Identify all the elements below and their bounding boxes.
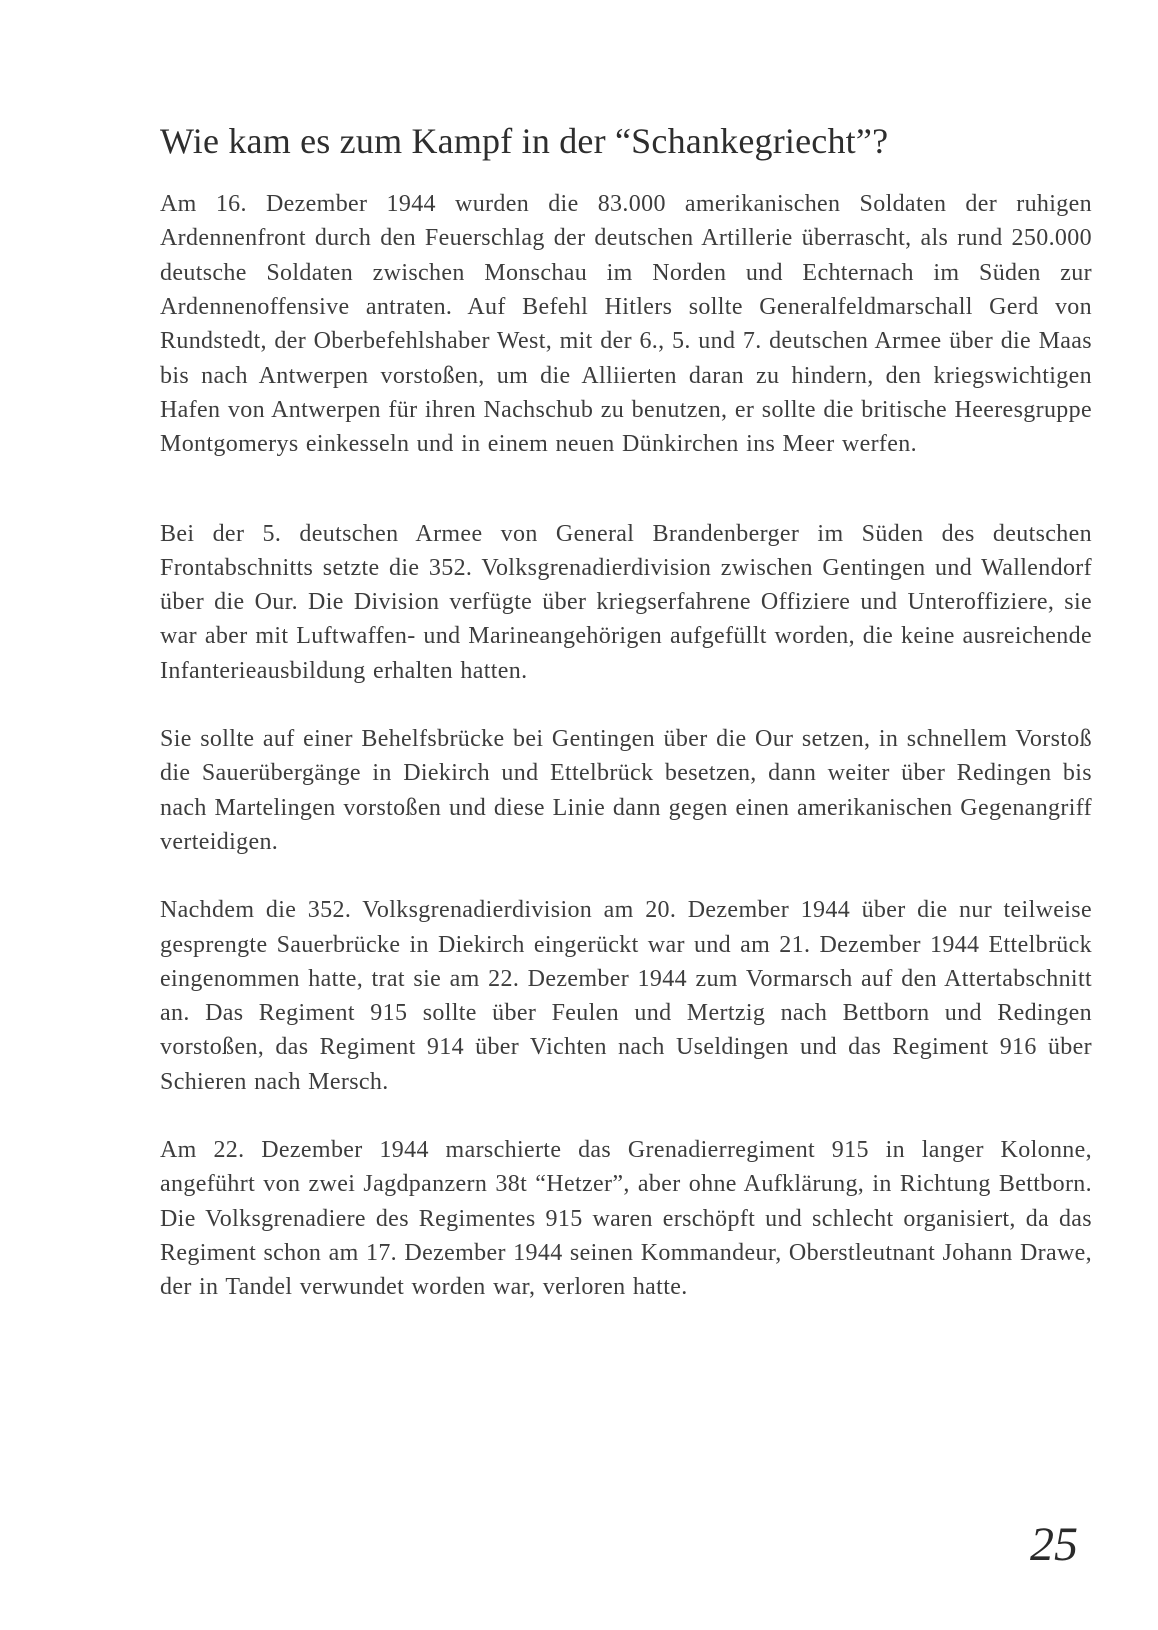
page-body [160, 120, 1092, 1305]
paragraph-4: Nachdem die 352. Volksgrenadierdivision am 20. Dezember 1944 über die nur teilweise gesprengte Sauerbrücke in Diekirch eingerückt war und am 21. Dezember 1944 Ettelbrück eingenommen hatte, trat sie am 22. Dezember 1944 zum Vormarsch auf den Attertabschnitt an. Das Regiment 915 sollte über Feulen und Mertzig nach Bettborn und Redingen vorstoßen, das Regiment 914 über Vichten nach Useldingen und das Regiment 916 über Schieren nach Mersch. [160, 897, 1092, 1095]
paragraph-1: Am 16. Dezember 1944 wurden die 83.000 amerikanischen Soldaten der ruhigen Ardennenfront durch den Feuerschlag der deutschen Artillerie überrascht, als rund 250.000 deutsche Soldaten zwischen Monschau im Norden und Echternach im Süden zur Ardennenoffensive antraten. Auf Befehl Hitlers sollte Generalfeldmarschall Gerd von Rundstedt, der Oberbefehlshaber West, mit der 6., 5. und 7. deutschen Armee über die Maas bis nach Antwerpen vorstoßen, um die Alliierten daran zu hindern, den kriegswichtigen Hafen von Antwerpen für ihren Nachschub zu benutzen, er sollte die britische Heeresgruppe Montgomerys einkesseln und in einem neuen Dünkirchen ins Meer werfen. [160, 191, 1092, 458]
paragraph-5: Am 22. Dezember 1944 marschierte das Grenadierregiment 915 in langer Kolonne, angeführt von zwei Jagdpanzern 38t “Hetzer”, aber ohne Aufklärung, in Richtung Bettborn. Die Volksgrenadiere des Regimentes 915 waren erschöpft und schlecht organisiert, da das Regiment schon am 17. Dezember 1944 seinen Kommandeur, Oberstleutnant Johann Drawe, der in Tandel verwundet worden war, verloren hatte. [160, 1137, 1092, 1301]
page-number: 25 [1030, 1518, 1078, 1571]
paragraph-2: Bei der 5. deutschen Armee von General Brandenberger im Süden des deutschen Frontabschnitts setzte die 352. Volksgrenadierdivision zwischen Gentingen und Wallendorf über die Our. Die Division verfügte über kriegserfahrene Offiziere und Unteroffiziere, sie war aber mit Luftwaffen- und Marineangehörigen aufgefüllt worden, die keine ausreichende Infanterieausbildung erhalten hatten. [160, 520, 1092, 684]
page-heading: Wie kam es zum Kampf in der “Schankegriecht”? [160, 121, 889, 161]
paragraph-3: Sie sollte auf einer Behelfsbrücke bei Gentingen über die Our setzen, in schnellem Vorstoß die Sauerübergänge in Diekirch und Ettelbrück besetzen, dann weiter über Redingen bis nach Martelingen vorstoßen und diese Linie dann gegen einen amerikanischen Gegenangriff verteidigen. [160, 726, 1092, 855]
